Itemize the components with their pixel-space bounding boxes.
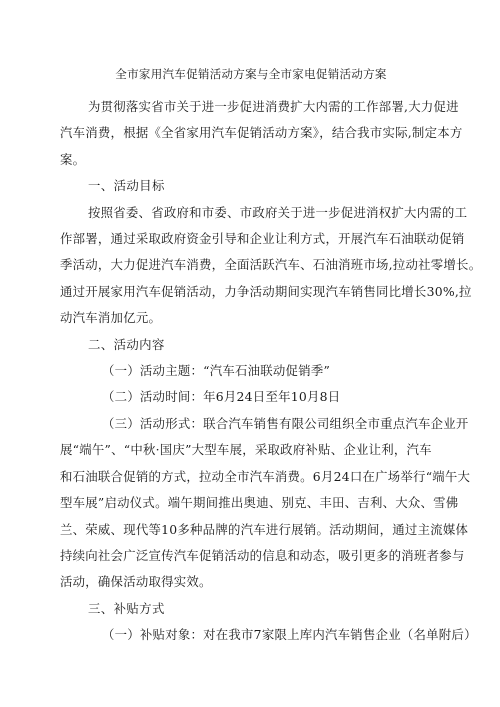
intro-line: 为贯彻落实省市关于进一步促进消费扩大内需的工作部署,大力促进 [88,99,459,114]
intro-line: 汽车消费，根据《全省家用汽车促销活动方案》，结合我市实际,制定本方 [60,125,463,141]
activity-form-line: 活动，确保活动取得实效。 [60,574,212,590]
activity-theme: （一）活动主题：“汽车石油联动促销季” [102,363,331,379]
activity-form-line: （三）活动形式：联合汽车销售有限公司组织全市重点汽车企业开 [102,415,469,431]
subsidy-target: （一）补贴对象：对在我市7家限上库内汽车销售企业（名单附后） [102,627,477,643]
activity-time: （二）活动时间：年6月24日至年10月8日 [102,389,341,405]
activity-form-line: 展“端午”、“中秋·国庆”大型车展，采取政府补贴、企业让利，汽车 [60,442,432,458]
section-heading-subsidy: 三、补贴方式 [88,600,165,616]
goals-line: 通过开展家用汽车促销活动，力争活动期间实现汽车销售同比增长30%,拉 [60,283,472,299]
document-title: 全市家用汽车促销活动方案与全市家电促销活动方案 [115,67,387,81]
activity-form-line: 型车展”启动仪式。端午期间推出奥迪、别克、丰田、吉利、大众、雪佛 [60,495,459,511]
activity-form-line: 兰、荣威、现代等10多种品牌的汽车进行展销。活动期间，通过主流媒体 [60,521,469,537]
goals-line: 季活动，大力促进汽车消费，全面活跃汽车、石油消班市场,拉动社零增长。 [60,257,482,273]
goals-line: 作部署，通过采取政府资金引导和企业让利方式，开展汽车石油联动促销 [60,231,465,247]
intro-line: 案。 [60,151,86,167]
activity-form-paragraph [60,411,471,596]
goals-line: 动汽车消加亿元。 [60,310,162,326]
section-heading-goals: 一、活动目标 [88,178,165,194]
activity-form-line: 持续向社会广泛宣传汽车促销活动的信息和动态，吸引更多的消班者参与 [60,547,465,563]
goals-line: 按照省委、省政府和市委、市政府关于进一步促进消权扩大内需的工 [88,204,468,220]
activity-form-line: 和石油联合促销的方式，拉动全市汽车消费。6月24口在广场举行“端午大 [60,468,471,484]
goals-paragraph [60,200,482,332]
intro-paragraph [60,94,463,173]
section-heading-content: 二、活动内容 [88,336,165,352]
